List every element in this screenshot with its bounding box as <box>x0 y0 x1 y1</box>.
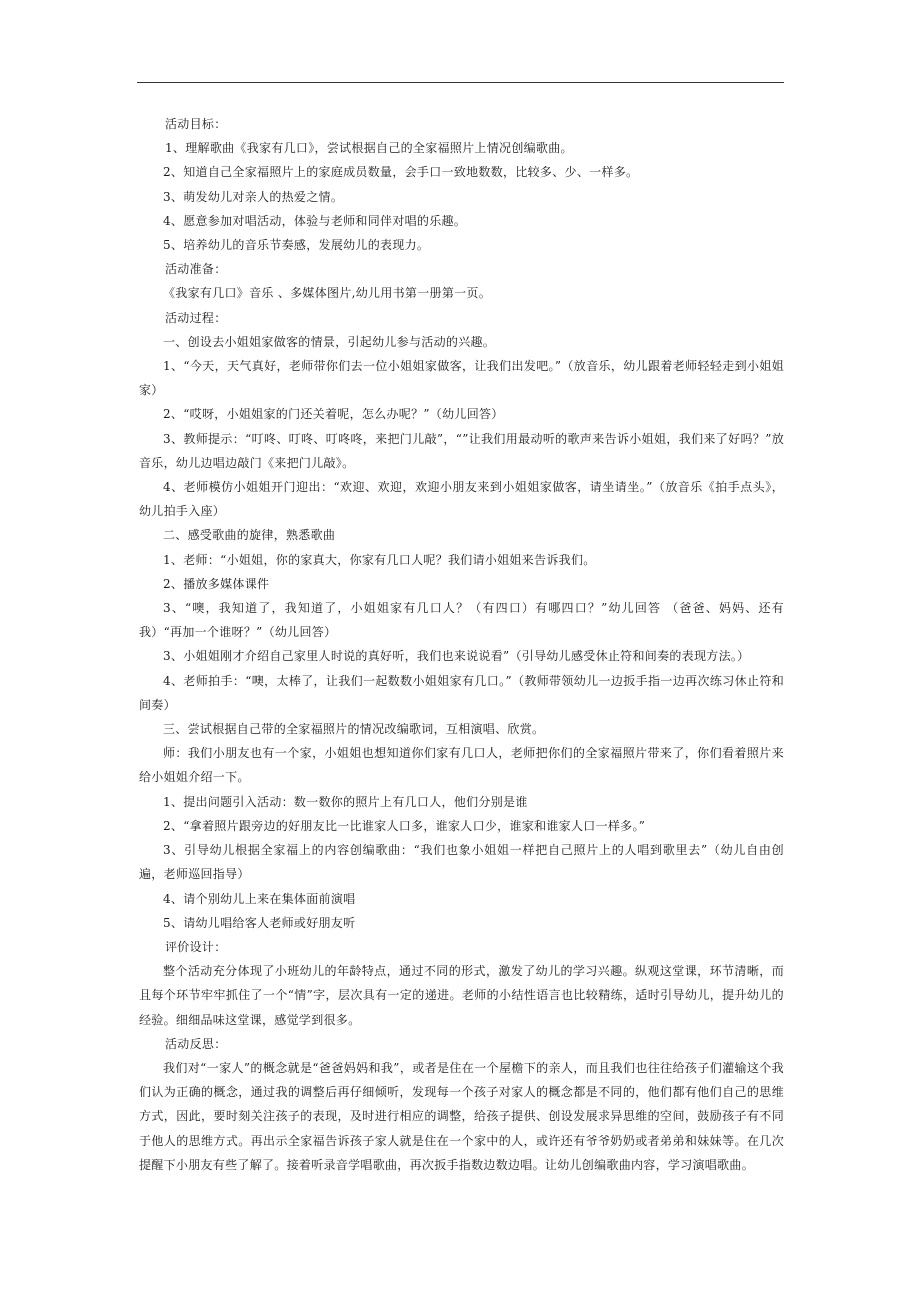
paragraph: 三、尝试根据自己带的全家福照片的情况改编歌词，互相演唱、欣赏。 <box>163 722 545 737</box>
paragraph: 2、“拿着照片跟旁边的好朋友比一比谁家人口多，谁家人口少，谁家和谁家人口一样多。” <box>163 818 646 833</box>
paragraph: 5、培养幼儿的音乐节奏感，发展幼儿的表现力。 <box>163 238 430 253</box>
paragraph: 3、萌发幼儿对亲人的热爱之情。 <box>163 189 344 204</box>
paragraph: 二、感受歌曲的旋律，熟悉歌曲 <box>163 528 336 543</box>
paragraph: 5、请幼儿唱给客人老师或好朋友听 <box>163 915 356 930</box>
paragraph: 一、创设去小姐姐家做客的情景，引起幼儿参与活动的兴趣。 <box>163 334 496 349</box>
paragraph: 评价设计： <box>165 939 227 954</box>
paragraph: 1、提出问题引入活动：数一数你的照片上有几口人，他们分别是谁 <box>163 794 528 809</box>
paragraph: 2、“哎呀，小姐姐家的门还关着呢，怎么办呢？”（幼儿回答） <box>163 407 504 422</box>
paragraph: 3、教师提示：“叮咚、叮咚、叮咚咚，来把门儿敲”，“”让我们用最动听的歌声来告诉小姐姐，我们来了好吗？”放音乐，幼儿边唱边敲门《来把门儿敲》。 <box>139 431 784 470</box>
paragraph: 3、“噢，我知道了，我知道了，小姐姐家有几口人？（有四口）有哪四口？”幼儿回答 （爸爸、妈妈、还有我）“再加一个谁呀？”（幼儿回答） <box>139 601 784 640</box>
paragraph: 3、小姐姐刚才介绍自己家里人时说的真好听，我们也来说说看”（引导幼儿感受休止符和间奏的表现方法。） <box>163 649 750 664</box>
paragraph: 2、播放多媒体课件 <box>163 576 270 591</box>
paragraph: 活动反思： <box>165 1036 227 1051</box>
paragraph: 1、理解歌曲《我家有几口》，尝试根据自己的全家福照片上情况创编歌曲。 <box>165 141 573 156</box>
paragraph: 我们对“一家人”的概念就是“爸爸妈妈和我”，或者是住在一个屋檐下的亲人，而且我们也往往给孩子们灌输这个我们认为正确的概念，通过我的调整后再仔细倾听，发现每一个孩子对家人的概念都是不同的，他们都有他们自己的思维方式，因此，要时刻关注孩子的表现，及时进行相应的调整，给孩子提供、创设发展求异思维的空间，鼓励孩子有不同于他人的思维方式。再出示全家福告诉孩子家人就是住在一个家中的人，或许还有爷爷奶奶或者弟弟和妹妹等。在几次提醒下小朋友有些了解了。接着听录音学唱歌曲，再次扳手指数边数边唱。让幼儿创编歌曲内容，学习演唱歌曲。 <box>139 1060 784 1172</box>
paragraph: 3、引导幼儿根据全家福上的内容创编歌曲：“我们也象小姐姐一样把自己照片上的人唱到歌里去”（幼儿自由创遍，老师巡回指导） <box>139 843 784 882</box>
paragraph: 《我家有几口》音乐 、多媒体图片,幼儿用书第一册第一页。 <box>163 286 492 301</box>
paragraph: 4、老师模仿小姐姐开门迎出：“欢迎、欢迎，欢迎小朋友来到小姐姐家做客，请坐请坐。”（放音乐《拍手点头》，幼儿拍手入座） <box>139 480 784 519</box>
paragraph: 1、“今天，天气真好，老师带你们去一位小姐姐家做客，让我们出发吧。”（放音乐，幼儿跟着老师轻轻走到小姐姐家） <box>139 359 784 398</box>
paragraph: 活动准备： <box>165 262 227 277</box>
paragraph: 活动目标： <box>165 117 227 131</box>
header-rule <box>137 82 784 83</box>
paragraph: 4、愿意参加对唱活动，体验与老师和同伴对唱的乐趣。 <box>163 213 467 228</box>
paragraph: 1、老师：“小姐姐，你的家真大，你家有几口人呢？我们请小姐姐来告诉我们。 <box>163 552 596 567</box>
paragraph: 4、请个别幼儿上来在集体面前演唱 <box>163 891 356 906</box>
paragraph: 2、知道自己全家福照片上的家庭成员数量，会手口一致地数数，比较多、少、一样多。 <box>163 165 639 180</box>
paragraph: 活动过程： <box>165 310 227 325</box>
paragraph: 4、老师拍手：“噢，太棒了，让我们一起数数小姐姐家有几口。”（教师带领幼儿一边扳手指一边再次练习休止符和间奏） <box>139 673 784 712</box>
paragraph: 整个活动充分体现了小班幼儿的年龄特点，通过不同的形式，激发了幼儿的学习兴趣。纵观这堂课，环节清晰，而且每个环节牢牢抓住了一个“情”字，层次具有一定的递进。老师的小结性语言也比较精练，适时引导幼儿，提升幼儿的经验。细细品味这堂课，感觉学到很多。 <box>139 964 784 1027</box>
paragraph: 师：我们小朋友也有一个家，小姐姐也想知道你们家有几口人，老师把你们的全家福照片带来了，你们看着照片来给小姐姐介绍一下。 <box>139 746 784 785</box>
document-body <box>139 112 784 1177</box>
